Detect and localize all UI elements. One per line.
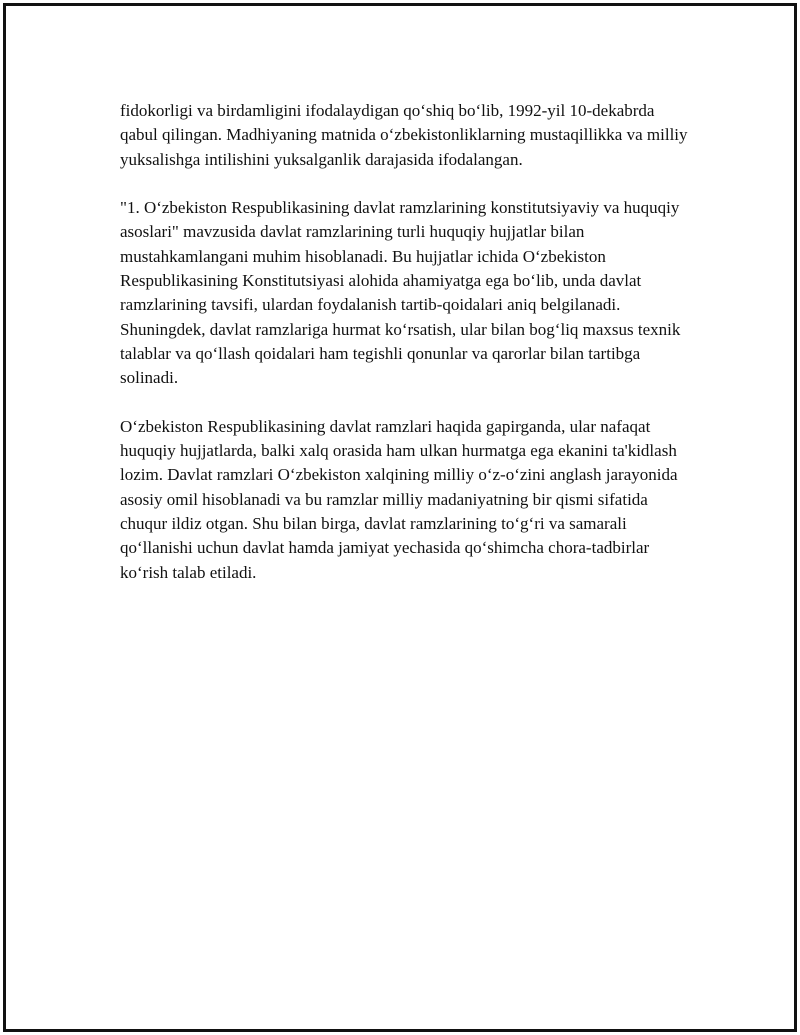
paragraph-legal-basis: "1. Oʻzbekiston Respublikasining davlat ramzlarining konstitutsiyaviy va huquqiy asoslari" mavzusida davlat ramzlarining turli huquqiy hujjatlar bilan mustahkamlangani muhim hisoblanadi. Bu hujjatlar ichida Oʻzbekiston Respublikasining Konstitutsiyasi alohida ahamiyatga ega boʻlib, unda davlat ramzlarining tavsifi, ulardan foydalanish tartib-qoidalari aniq belgilanadi. Shuningdek, davlat ramzlariga hurmat koʻrsatish, ular bilan bogʻliq maxsus texnik talablar va qoʻllash qoidalari ham tegishli qonunlar va qarorlar bilan tartibga solinadi. — [120, 198, 681, 388]
page-frame — [3, 3, 797, 1032]
paragraph-anthem: fidokorligi va birdamligini ifodalaydigan qoʻshiq boʻlib, 1992-yil 10-dekabrda qabul qilingan. Madhiyaning matnida oʻzbekistonliklarning mustaqillikka va milliy yuksalishga intilishini yuksalganlik darajasida ifodalangan. — [120, 101, 688, 169]
page-body — [120, 99, 695, 609]
paragraph-national-respect: Oʻzbekiston Respublikasining davlat ramzlari haqida gapirganda, ular nafaqat huquqiy hujjatlarda, balki xalq orasida ham ulkan hurmatga ega ekanini ta'kidlash lozim. Davlat ramzlari Oʻzbekiston xalqining milliy oʻz-oʻzini anglash jarayonida asosiy omil hisoblanadi va bu ramzlar milliy madaniyatning bir qismi sifatida chuqur ildiz otgan. Shu bilan birga, davlat ramzlarining toʻgʻri va samarali qoʻllanishi uchun davlat hamda jamiyat yechasida qoʻshimcha chora-tadbirlar koʻrish talab etiladi. — [120, 416, 678, 582]
